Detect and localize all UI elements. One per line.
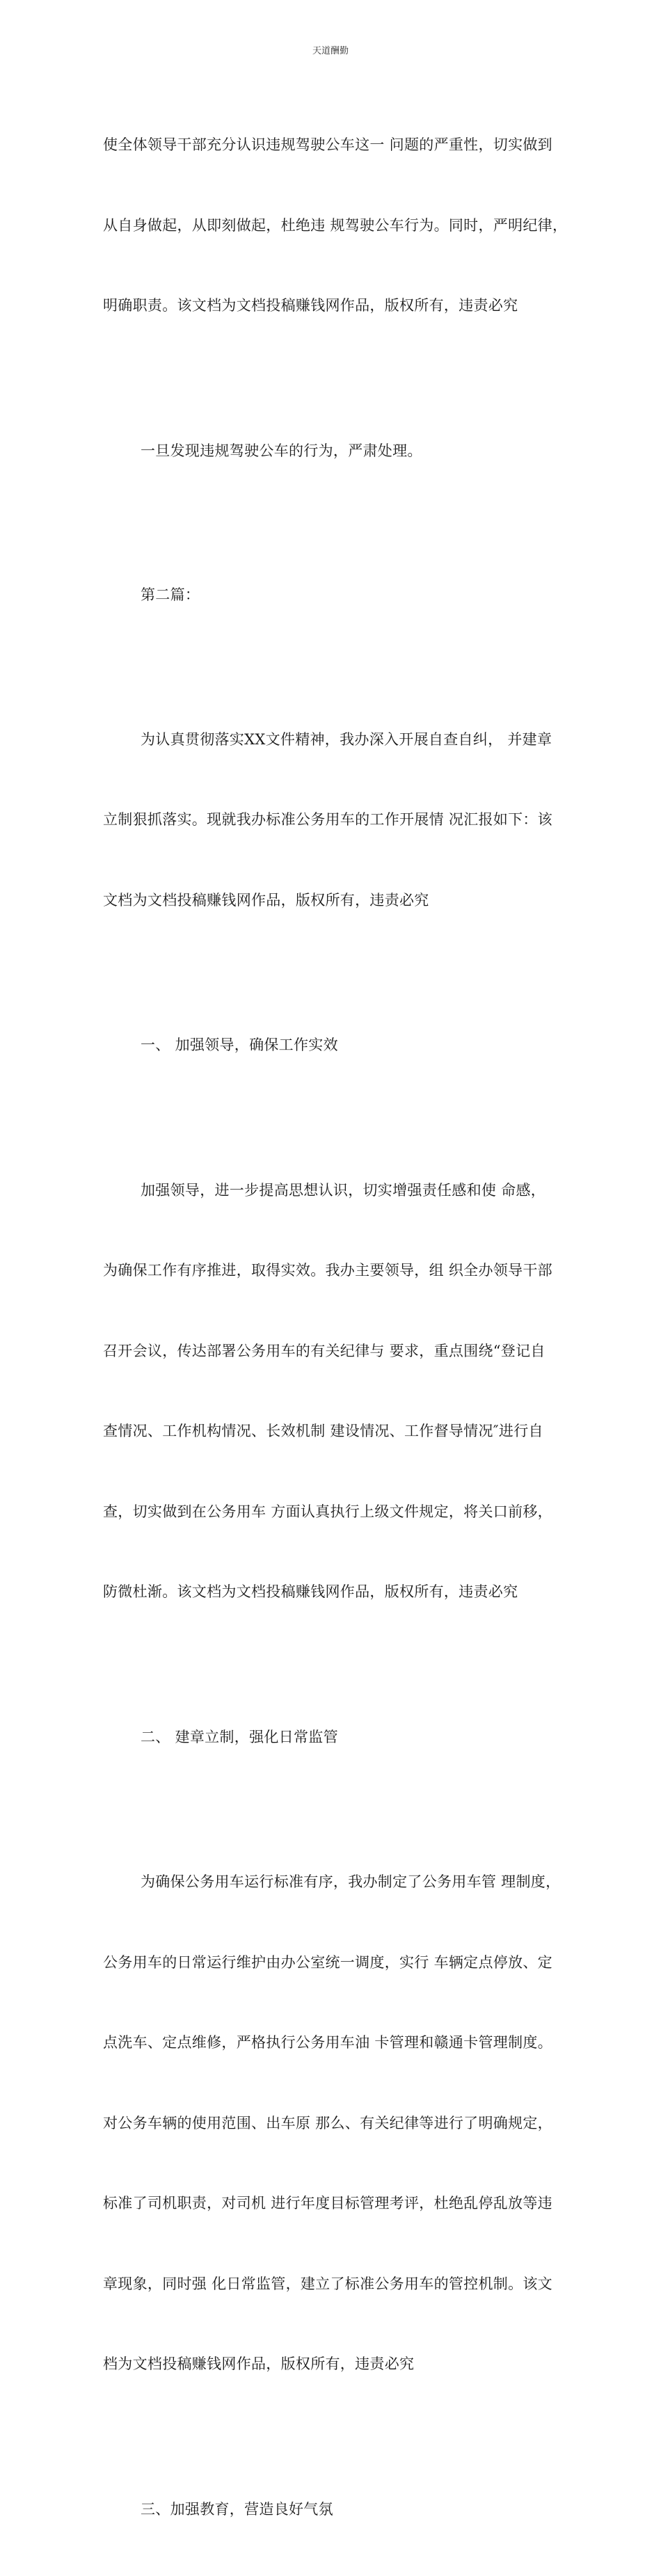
text-line: 章现象，同时强 化日常监管，建立了标准公务用车的管控机制。该文	[103, 2271, 562, 2298]
text-line: 使全体领导干部充分认识违规驾驶公车这一 问题的严重性，切实做到	[103, 131, 562, 159]
text-line: 明确职责。该文档为文档投稿赚钱网作品，版权所有，违责必究	[103, 292, 562, 319]
text-line: 从自身做起，从即刻做起，杜绝违 规驾驶公车行为。同时，严明纪律，	[103, 212, 562, 239]
text-line: 一、 加强领导，确保工作实效	[141, 1032, 562, 1059]
text-line: 查情况、工作机构情况、长效机制 建设情况、工作督导情况″进行自	[103, 1418, 562, 1445]
paragraph-6	[103, 1123, 562, 1659]
text-line: 点洗车、定点维修，严格执行公务用车油 卡管理和赣通卡管理制度。	[103, 2029, 562, 2056]
text-line: 防微杜渐。该文档为文档投稿赚钱网作品，版权所有，违责必究	[103, 1578, 562, 1606]
text-line: 召开会议，传达部署公务用车的有关纪律与 要求，重点围绕“登记自	[103, 1338, 562, 1365]
section-title-second	[103, 528, 562, 662]
text-line: 公务用车的日常运行维护由办公室统一调度，实行 车辆定点停放、定	[103, 1949, 562, 1976]
text-line: 档为文档投稿赚钱网作品，版权所有，违责必究	[103, 2351, 562, 2378]
text-line: 查，切实做到在公务用车 方面认真执行上级文件规定，将关口前移，	[103, 1498, 562, 1526]
text-line: 加强领导，进一步提高思想认识，切实增强责任感和使 命感，	[103, 1177, 562, 1204]
paragraph-8	[103, 1815, 562, 2431]
text-line: 为认真贯彻落实XX文件精神，我办深入开展自查自纠， 并建章	[103, 726, 562, 753]
text-line: 为确保工作有序推进，取得实效。我办主要领导，组 织全办领导干部	[103, 1257, 562, 1284]
heading-one	[103, 978, 562, 1112]
text-line: 三、加强教育，营造良好气氛	[141, 2496, 562, 2523]
paragraph-4	[103, 673, 562, 968]
document-body	[103, 78, 562, 2576]
text-line: 为确保公务用车运行标准有序，我办制定了公务用车管 理制度，	[103, 1869, 562, 1896]
heading-three	[103, 2442, 562, 2576]
paragraph-2	[103, 384, 562, 518]
text-line: 标准了司机职责，对司机 进行年度目标管理考评，杜绝乱停乱放等违	[103, 2190, 562, 2217]
heading-two	[103, 1670, 562, 1805]
text-line: 对公务车辆的使用范围、出车原 那么、有关纪律等进行了明确规定，	[103, 2110, 562, 2137]
text-line: 第二篇：	[141, 582, 562, 609]
text-line: 二、 建章立制，强化日常监管	[141, 1724, 562, 1751]
paragraph-1	[103, 78, 562, 373]
text-line: 立制狠抓落实。现就我办标准公务用车的工作开展情 况汇报如下：该	[103, 806, 562, 833]
text-line: 一旦发现违规驾驶公车的行为，严肃处理。	[141, 438, 562, 465]
text-line: 文档为文档投稿赚钱网作品，版权所有，违责必究	[103, 887, 562, 914]
page-header: 天道酬勤	[0, 43, 661, 56]
